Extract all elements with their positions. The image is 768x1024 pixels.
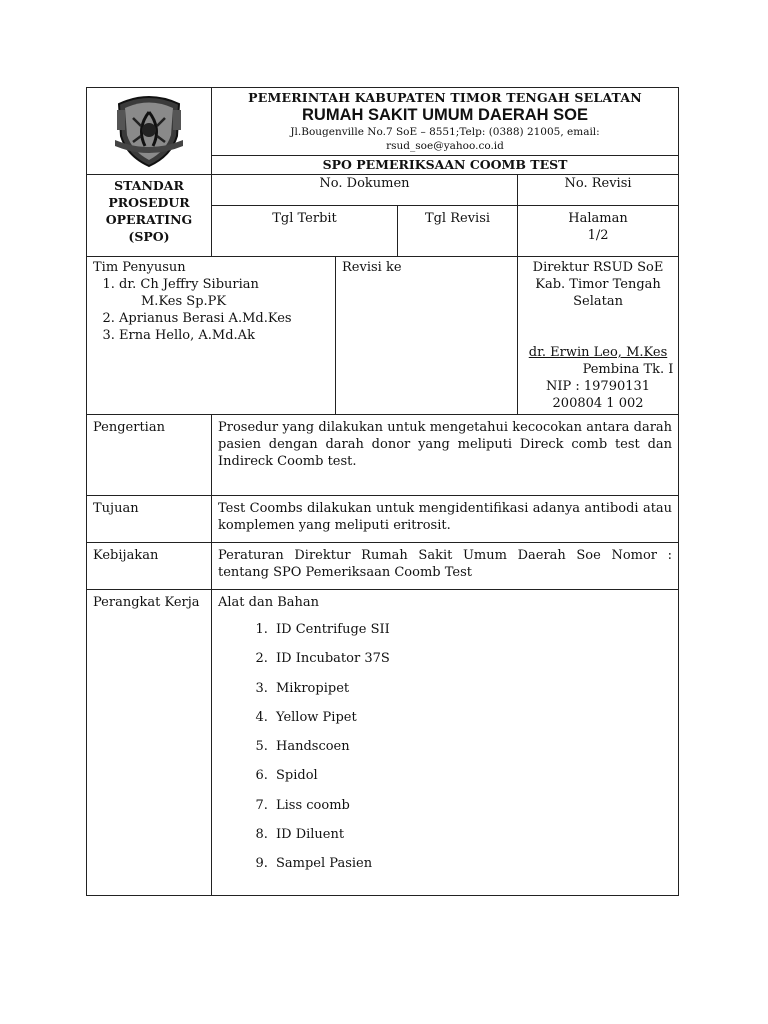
director-rank: Pembina Tk. I [582, 362, 674, 377]
halaman-label: Halaman [568, 211, 628, 226]
list-item: 8. ID Diluent [272, 826, 672, 855]
logo-cell [87, 88, 212, 175]
tujuan-label: Tujuan [87, 496, 212, 543]
spo-table [86, 87, 679, 896]
document-title: SPO PEMERIKSAAN COOMB TEST [212, 156, 679, 175]
list-item: 2. ID Incubator 37S [272, 650, 672, 679]
director-title: Direktur RSUD SoE [532, 260, 664, 275]
team-member: 3. Erna Hello, A.Md.Ak [119, 327, 329, 344]
pengertian-text: Prosedur yang dilakukan untuk mengetahui kecocokan antara darah pasien dengan darah donor yang meliputi Direck comb test dan Indireck Coomb test. [212, 415, 679, 496]
kebijakan-label: Kebijakan [87, 543, 212, 590]
team-member: 1. dr. Ch Jeffry Siburian M.Kes Sp.PK [119, 276, 329, 310]
tgl-revisi-label: Tgl Revisi [424, 211, 491, 226]
hospital-email: rsud_soe@yahoo.co.id [386, 140, 504, 152]
alat-bahan-list [218, 621, 672, 885]
hospital-name: RUMAH SAKIT UMUM DAERAH SOE [302, 106, 589, 124]
director-name: dr. Erwin Leo, M.Kes [528, 345, 668, 360]
hospital-address: Jl.Bougenville No.7 SoE – 8551;Telp: (0388) 21005, email: [290, 126, 600, 138]
list-item: 7. Liss coomb [272, 797, 672, 826]
list-item: 6. Spidol [272, 767, 672, 796]
spo-label: STANDAR PROSEDUR OPERATING (SPO) [87, 175, 212, 257]
list-item: 5. Handscoen [272, 738, 672, 767]
alat-bahan-heading: Alat dan Bahan [218, 595, 320, 610]
list-item: 9. Sampel Pasien [272, 855, 672, 884]
tgl-revisi-cell [398, 206, 518, 257]
director-cell [518, 257, 679, 415]
tim-penyusun-label: Tim Penyusun [93, 260, 186, 275]
perangkat-kerja-cell [212, 590, 679, 896]
revisi-ke-cell [336, 257, 518, 415]
pengertian-label: Pengertian [87, 415, 212, 496]
director-region: Kab. Timor Tengah Selatan [535, 277, 661, 309]
director-nip: NIP : 19790131 200804 1 002 [545, 379, 651, 411]
team-member-list [93, 276, 329, 344]
team-member: 2. Aprianus Berasi A.Md.Kes [119, 310, 329, 327]
spo-document [86, 87, 678, 896]
no-revisi-cell [518, 175, 679, 206]
hospital-header [212, 88, 679, 156]
list-item: 4. Yellow Pipet [272, 709, 672, 738]
list-item: 1. ID Centrifuge SII [272, 621, 672, 650]
tujuan-text: Test Coombs dilakukan untuk mengidentifikasi adanya antibodi atau komplemen yang meliputi eritrosit. [212, 496, 679, 543]
perangkat-kerja-label: Perangkat Kerja [87, 590, 212, 896]
halaman-cell [518, 206, 679, 257]
tim-penyusun-cell [87, 257, 336, 415]
tgl-terbit-label: Tgl Terbit [272, 211, 337, 226]
no-revisi-label: No. Revisi [564, 176, 632, 191]
kabupaten-seal-icon [111, 90, 187, 168]
revisi-ke-label: Revisi ke [342, 260, 402, 275]
team-member-title: M.Kes Sp.PK [141, 294, 227, 309]
kebijakan-text: Peraturan Direktur Rumah Sakit Umum Daerah Soe Nomor : tentang SPO Pemeriksaan Coomb Test [212, 543, 679, 590]
no-dokumen-cell [212, 175, 518, 206]
list-item: 3. Mikropipet [272, 680, 672, 709]
halaman-value: 1/2 [587, 228, 609, 243]
government-name: PEMERINTAH KABUPATEN TIMOR TENGAH SELATAN [248, 90, 642, 105]
no-dokumen-label: No. Dokumen [319, 176, 410, 191]
tgl-terbit-cell [212, 206, 398, 257]
